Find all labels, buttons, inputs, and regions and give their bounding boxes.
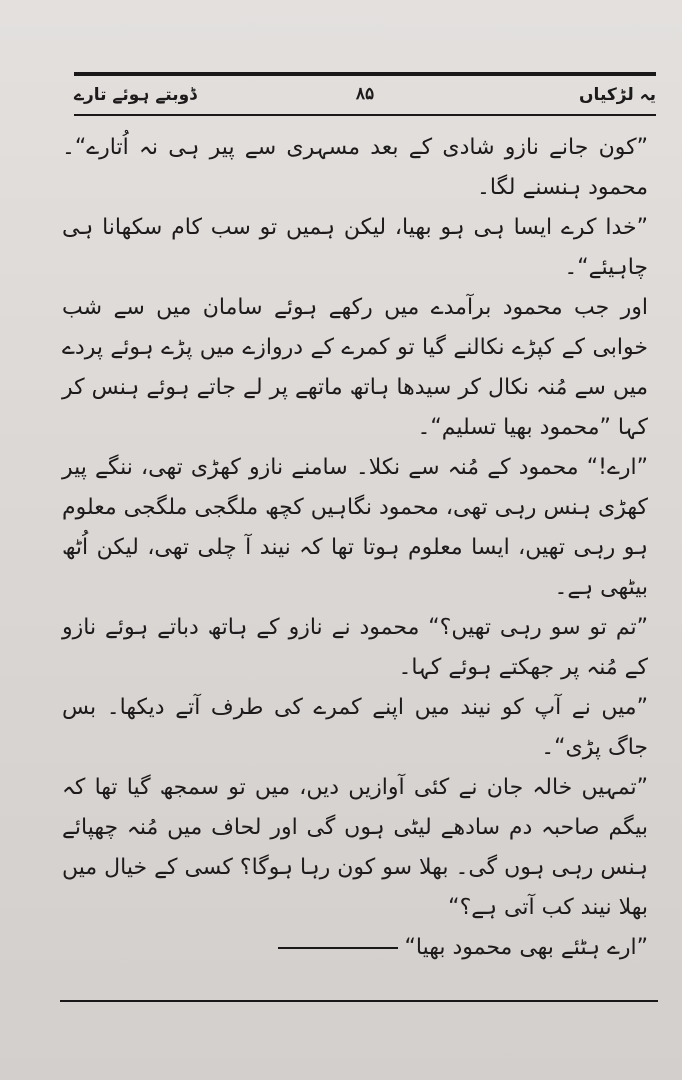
paragraph: ”میں نے آپ کو نیند میں اپنے کمرے کی طرف آتے دیکھا۔ بس جاگ پڑی“۔ [62, 695, 648, 760]
paragraph: ”ارے!“ محمود کے مُنہ سے نکلا۔ سامنے نازو کھڑی تھی، ننگے پیر کھڑی ہنس رہی تھی، محمود نگاہیں کچھ ملگجی ملگجی معلوم ہو رہی تھیں، ایسا معلوم ہوتا تھا کہ نیند آ چلی تھی، لیکن اُٹھ بیٹھی ہے۔ [62, 455, 648, 600]
paragraph: ”تمہیں خالہ جان نے کئی آوازیں دیں، میں تو سمجھ گیا تھا کہ بیگم صاحبہ دم سادھے لیٹی ہوں گی اور لحاف میں مُنہ چھپائے ہنس رہی ہوں گی۔ بھلا سو کون رہا ہوگا؟ کسی کے خیال میں بھلا نیند کب آتی ہے؟“ [62, 775, 648, 920]
paragraph-last [62, 928, 648, 968]
paragraph: ”تم تو سو رہی تھیں؟“ محمود نے نازو کے ہاتھ دباتے ہوئے نازو کے مُنہ پر جھکتے ہوئے کہا۔ [62, 615, 648, 680]
chapter-title: ڈوبتے ہوئے تارے [74, 85, 197, 105]
body-text [62, 128, 648, 968]
paragraph: اور جب محمود برآمدے میں رکھے ہوئے سامان میں سے شب خوابی کے کپڑے نکالنے گیا تو کمرے کے دروازے میں پڑے ہوئے پردے میں سے مُنہ نکال کر سیدھا ہاتھ ماتھے پر لے جاتے ہوئے ہنس کر کہا ”محمود بھیا تسلیم“۔ [62, 295, 648, 440]
paragraph: ”خدا کرے ایسا ہی ہو بھیا، لیکن ہمیں تو سب کام سکھانا ہی چاہیئے“۔ [62, 215, 648, 280]
book-title: یہ لڑکیاں [579, 85, 656, 105]
running-head [74, 82, 656, 112]
top-rule [74, 72, 656, 76]
bottom-rule [60, 1000, 658, 1002]
closing-line: ”ارے ہٹئے بھی محمود بھیا“ [404, 935, 648, 960]
continuation-dash [278, 947, 398, 949]
paragraph: ”کون جانے نازو شادی کے بعد مسہری سے پیر ہی نہ اُتارے“۔ محمود ہنسنے لگا۔ [62, 135, 648, 200]
page-number: ۸۵ [355, 84, 375, 104]
header-underline [74, 114, 656, 116]
